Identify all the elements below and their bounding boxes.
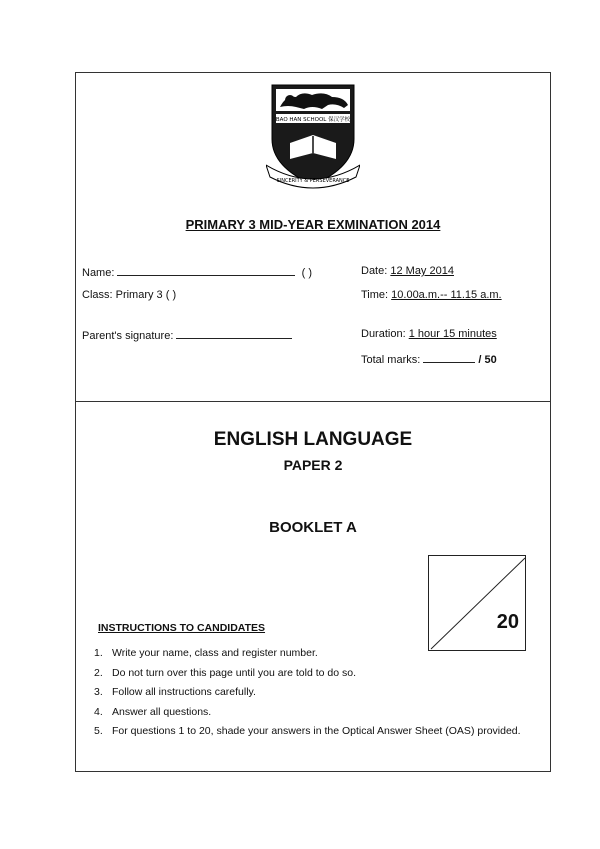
crest-motto: SINCERITY & PERSEVERANCE [276,178,350,184]
score-box [428,555,526,651]
booklet-label: BOOKLET A [269,519,357,536]
instruction-item: 5. For questions 1 to 20, shade your answers in the Optical Answer Sheet (OAS) provided. [94,725,521,737]
name-label: Name: [82,267,115,279]
section-divider [76,401,550,402]
duration-field [361,328,497,340]
subject-title: ENGLISH LANGUAGE [213,429,413,450]
instruction-item: 2. Do not turn over this page until you are told to do so. [94,666,356,679]
duration-label: Duration: [361,328,406,340]
name-line[interactable] [117,265,295,276]
date-field [361,265,454,277]
instruction-item: 4. Answer all questions. [94,705,212,718]
total-marks-field[interactable] [361,352,497,366]
crest-banner-text: BAO HAN SCHOOL 保汉学校 [275,117,351,123]
time-field [361,289,502,301]
paper-number: PAPER 2 [283,457,343,473]
time-label: Time: [361,289,389,301]
date-label: Date: [361,265,388,277]
instructions-list [82,644,532,742]
school-crest-logo [266,81,360,193]
parent-signature-field[interactable] [82,328,292,342]
exam-title: PRIMARY 3 MID-YEAR EXMINATION 2014 [185,217,441,232]
duration-value: 1 hour 15 minutes [408,328,497,340]
instruction-item: 3. Follow all instructions carefully. [94,686,256,698]
name-field[interactable] [82,265,312,279]
parent-signature-label: Parent's signature: [82,330,174,342]
score-box-diagonal [429,556,527,652]
time-value: 10.00a.m.-- 11.15 a.m. [391,289,502,301]
instructions-title: INSTRUCTIONS TO CANDIDATES [98,622,266,634]
total-marks-label: Total marks: [361,354,421,366]
instruction-item: 1. Write your name, class and register number. [94,647,318,659]
class-field: Class: Primary 3 ( ) [82,289,177,301]
register-brackets: ( ) [301,267,312,279]
parent-signature-line[interactable] [176,328,292,339]
score-box-max: 20 [496,611,519,633]
exam-cover-frame [75,72,551,772]
date-value: 12 May 2014 [390,265,454,277]
total-marks-max: / 50 [478,354,497,366]
total-marks-line[interactable] [423,352,475,363]
